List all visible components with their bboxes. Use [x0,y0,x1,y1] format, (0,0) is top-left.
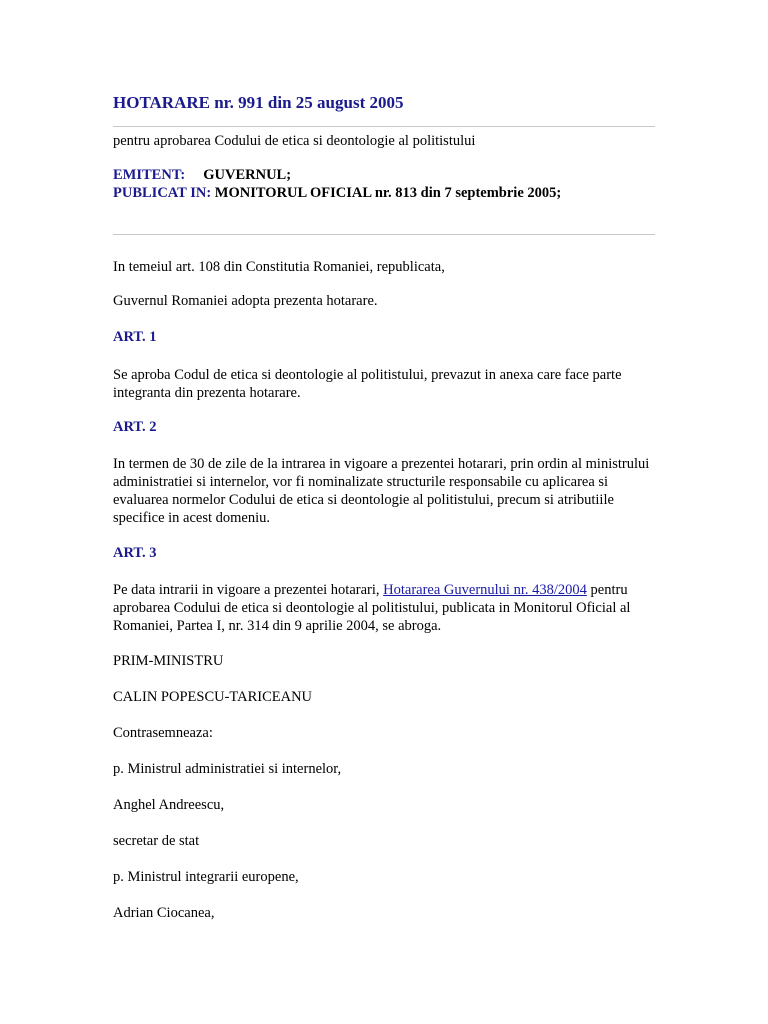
publicat-label: PUBLICAT IN: [113,185,212,201]
signature-line: Contrasemneaza: [113,725,213,741]
subtitle: pentru aprobarea Codului de etica si deontologie al politistului [113,133,476,149]
signature-line: p. Ministrul integrarii europene, [113,869,299,885]
signature-line: Anghel Andreescu, [113,797,225,813]
publicat-value: MONITORUL OFICIAL nr. 813 din 7 septembrie 2005; [214,185,562,201]
article-text: Se aproba Codul de etica si deontologie al politistului, prevazut in anexa care face parte integranta din prezenta hotarare. [113,367,622,401]
publicat-line [113,184,561,202]
signature-line: Adrian Ciocanea, [113,905,215,921]
article-heading: ART. 2 [113,419,157,435]
intro-paragraph: In temeiul art. 108 din Constitutia Romaniei, republicata, [113,259,445,275]
signature-line: PRIM-MINISTRU [113,653,224,669]
article-text: In termen de 30 de zile de la intrarea in vigoare a prezentei hotarari, prin ordin al ministrului administratiei si internelor, vor fi nominalizate structurile responsabile cu aplicarea si evaluarea normelor Codului de etica si deontologie al politistului, precum si atributiile specifice in acest domeniu. [113,456,650,526]
hotarare-link[interactable]: Hotararea Guvernului nr. 438/2004 [383,582,587,598]
signature-line: secretar de stat [113,833,200,849]
article-text [113,581,658,635]
article-heading: ART. 3 [113,545,157,561]
article-text-part: Pe data intrarii in vigoare a prezentei hotarari, [113,582,384,598]
divider [113,234,655,235]
signature-line: CALIN POPESCU-TARICEANU [113,689,313,705]
page-title: HOTARARE nr. 991 din 25 august 2005 [113,93,404,112]
emitent-line [113,166,291,184]
article-heading: ART. 1 [113,329,157,345]
emitent-value: GUVERNUL; [203,167,292,183]
emitent-label: EMITENT: [113,167,186,183]
intro-paragraph: Guvernul Romaniei adopta prezenta hotarare. [113,293,378,309]
article-text-part: pentru aprobarea Codului de etica si deontologie al politistului, publicata in Monitorul Oficial al Romaniei, Partea I, nr. 314 din 9 aprilie 2004, se abroga. [113,582,631,634]
signature-line: p. Ministrul administratiei si internelor, [113,761,342,777]
divider [113,126,655,127]
